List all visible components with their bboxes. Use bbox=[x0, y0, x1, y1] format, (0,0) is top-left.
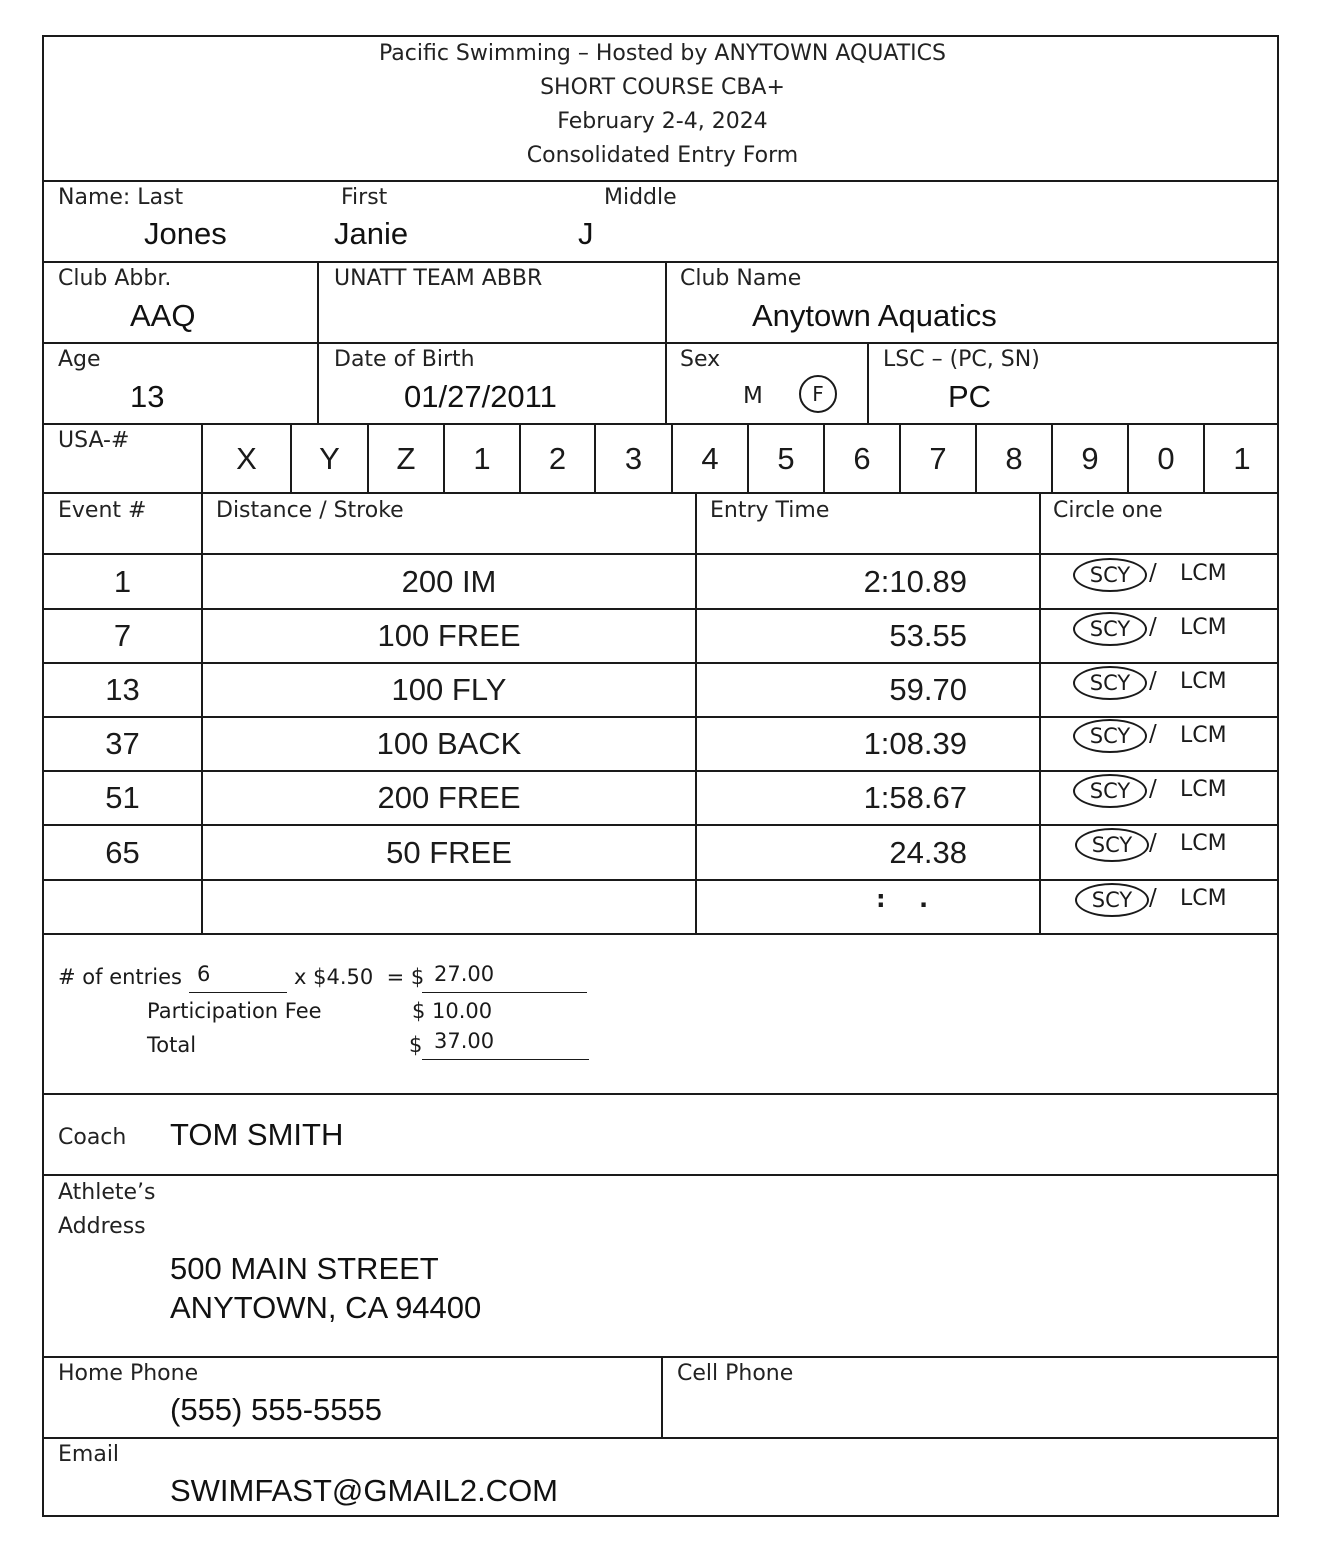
event-entry-time-blank: : . bbox=[876, 885, 929, 913]
event-number-header: Event # bbox=[58, 498, 147, 523]
course-lcm: LCM bbox=[1180, 886, 1227, 911]
course-lcm: LCM bbox=[1180, 831, 1227, 856]
event-number: 1 bbox=[113, 563, 132, 599]
first-name-value: Janie bbox=[334, 216, 409, 251]
event-number: 51 bbox=[105, 780, 140, 815]
header-line-3: February 2-4, 2024 bbox=[557, 109, 768, 134]
sex-option-m: M bbox=[743, 383, 763, 409]
distance-stroke-header: Distance / Stroke bbox=[216, 498, 404, 523]
course-scy-circled: SCY bbox=[1073, 558, 1147, 592]
event-entry-time: 1:08.39 bbox=[863, 726, 967, 761]
divider bbox=[1039, 492, 1041, 933]
total-value: 37.00 bbox=[434, 1029, 495, 1053]
middle-name-label: Middle bbox=[604, 185, 677, 210]
club-name-label: Club Name bbox=[680, 266, 802, 291]
course-scy-circled: SCY bbox=[1073, 612, 1147, 646]
event-entry-time: 59.70 bbox=[889, 672, 967, 707]
usa-number-char: 8 bbox=[1005, 440, 1023, 476]
dob-value: 01/27/2011 bbox=[404, 379, 557, 414]
entry-form bbox=[42, 35, 1279, 1517]
usa-number-char: 1 bbox=[1233, 440, 1251, 476]
circle-one-header: Circle one bbox=[1053, 498, 1163, 523]
middle-name-value: J bbox=[578, 216, 594, 251]
divider bbox=[44, 1437, 1279, 1439]
lsc-value: PC bbox=[948, 379, 992, 414]
entries-total: 27.00 bbox=[434, 962, 495, 986]
usa-number-char: 3 bbox=[624, 440, 643, 476]
coach-name: TOM SMITH bbox=[170, 1117, 344, 1152]
email-value: SWIMFAST@GMAIL2.COM bbox=[170, 1473, 558, 1508]
event-number: 7 bbox=[113, 618, 132, 653]
event-stroke: 100 FREE bbox=[377, 618, 521, 653]
entries-label: # of entries bbox=[58, 965, 182, 989]
last-name-label: Name: Last bbox=[58, 185, 184, 210]
event-entry-time: 2:10.89 bbox=[863, 563, 967, 599]
course-scy-circled: SCY bbox=[1073, 666, 1147, 700]
total-underline bbox=[422, 1059, 589, 1060]
event-stroke: 200 IM bbox=[401, 563, 497, 599]
club-abbr-value: AAQ bbox=[130, 298, 196, 333]
sex-option-f-circled: F bbox=[799, 375, 837, 413]
usa-number-char: Y bbox=[319, 440, 340, 476]
event-number: 13 bbox=[105, 672, 140, 707]
usa-number-char: 4 bbox=[701, 440, 719, 476]
usa-number-char: 9 bbox=[1081, 440, 1099, 476]
first-name-label: First bbox=[341, 185, 388, 210]
event-entry-time: 1:58.67 bbox=[863, 780, 967, 815]
event-number: 65 bbox=[105, 834, 140, 870]
event-stroke: 50 FREE bbox=[386, 834, 512, 870]
last-name-value: Jones bbox=[144, 216, 227, 251]
entries-underline bbox=[189, 992, 287, 993]
total-label: Total bbox=[147, 1033, 197, 1057]
participation-fee-value: $ 10.00 bbox=[412, 999, 493, 1023]
entry-time-header: Entry Time bbox=[710, 498, 830, 523]
course-scy-circled: SCY bbox=[1073, 774, 1147, 808]
event-stroke: 100 FLY bbox=[391, 672, 507, 707]
address-line2: ANYTOWN, CA 94400 bbox=[170, 1290, 482, 1325]
event-stroke: 100 BACK bbox=[376, 726, 522, 761]
total-prefix: $ bbox=[409, 1033, 423, 1057]
entry-rate: x $4.50 = $ bbox=[294, 965, 425, 989]
course-lcm: LCM bbox=[1180, 669, 1227, 694]
sex-label: Sex bbox=[680, 347, 721, 372]
course-scy-circled: SCY bbox=[1075, 883, 1149, 917]
course-lcm: LCM bbox=[1180, 615, 1227, 640]
divider bbox=[44, 492, 1279, 494]
course-separator: / bbox=[1149, 560, 1157, 586]
usa-number-char: 7 bbox=[929, 440, 947, 476]
cell-phone-label: Cell Phone bbox=[677, 1361, 794, 1386]
address-line1: 500 MAIN STREET bbox=[170, 1251, 439, 1286]
usa-number-char: 2 bbox=[548, 440, 567, 476]
club-name-value: Anytown Aquatics bbox=[752, 298, 997, 333]
course-scy-circled: SCY bbox=[1073, 719, 1147, 753]
divider bbox=[44, 180, 1279, 182]
club-abbr-label: Club Abbr. bbox=[58, 266, 172, 291]
course-separator: / bbox=[1149, 614, 1157, 640]
usa-number-char: X bbox=[236, 440, 257, 476]
event-entry-time: 53.55 bbox=[889, 618, 967, 653]
course-separator: / bbox=[1149, 668, 1157, 694]
usa-number-char: Z bbox=[396, 440, 416, 476]
entries-total-underline bbox=[422, 992, 587, 993]
age-value: 13 bbox=[130, 379, 165, 414]
course-scy-circled: SCY bbox=[1075, 828, 1149, 862]
course-separator: / bbox=[1149, 830, 1157, 856]
course-separator: / bbox=[1149, 721, 1157, 747]
event-number bbox=[44, 881, 201, 933]
divider bbox=[44, 1093, 1279, 1095]
header-line-4: Consolidated Entry Form bbox=[526, 143, 799, 168]
event-entry-time: 24.38 bbox=[889, 834, 967, 870]
address-label-line2: Address bbox=[58, 1214, 146, 1239]
usa-number-char: 0 bbox=[1157, 440, 1175, 476]
usa-number-char: 5 bbox=[777, 440, 795, 476]
age-label: Age bbox=[58, 347, 101, 372]
course-separator: / bbox=[1149, 776, 1157, 802]
usa-number-char: 6 bbox=[853, 440, 871, 476]
course-lcm: LCM bbox=[1180, 723, 1227, 748]
event-number: 37 bbox=[105, 726, 140, 761]
home-phone-label: Home Phone bbox=[58, 1361, 199, 1386]
unatt-team-label: UNATT TEAM ABBR bbox=[334, 266, 543, 291]
lsc-label: LSC – (PC, SN) bbox=[883, 347, 1040, 372]
divider bbox=[867, 342, 869, 423]
header-line-1: Pacific Swimming – Hosted by ANYTOWN AQUATICS bbox=[379, 41, 946, 66]
divider bbox=[44, 1174, 1279, 1176]
divider bbox=[44, 342, 1279, 344]
home-phone-value: (555) 555-5555 bbox=[170, 1392, 382, 1427]
coach-label: Coach bbox=[58, 1125, 127, 1150]
usa-number-label: USA-# bbox=[58, 428, 130, 453]
divider bbox=[44, 261, 1279, 263]
event-stroke bbox=[203, 881, 695, 933]
address-label-line1: Athlete’s bbox=[58, 1180, 156, 1205]
divider bbox=[661, 1356, 663, 1437]
divider bbox=[665, 261, 667, 423]
usa-number-char: 1 bbox=[473, 440, 491, 476]
participation-fee-label: Participation Fee bbox=[147, 999, 322, 1023]
dob-label: Date of Birth bbox=[334, 347, 475, 372]
divider bbox=[44, 933, 1279, 935]
course-separator: / bbox=[1149, 885, 1157, 911]
event-stroke: 200 FREE bbox=[377, 780, 521, 815]
course-lcm: LCM bbox=[1180, 777, 1227, 802]
course-lcm: LCM bbox=[1180, 561, 1227, 586]
entries-count: 6 bbox=[197, 962, 211, 986]
email-label: Email bbox=[58, 1442, 120, 1467]
divider bbox=[317, 261, 319, 423]
header-line-2: SHORT COURSE CBA+ bbox=[540, 75, 785, 100]
